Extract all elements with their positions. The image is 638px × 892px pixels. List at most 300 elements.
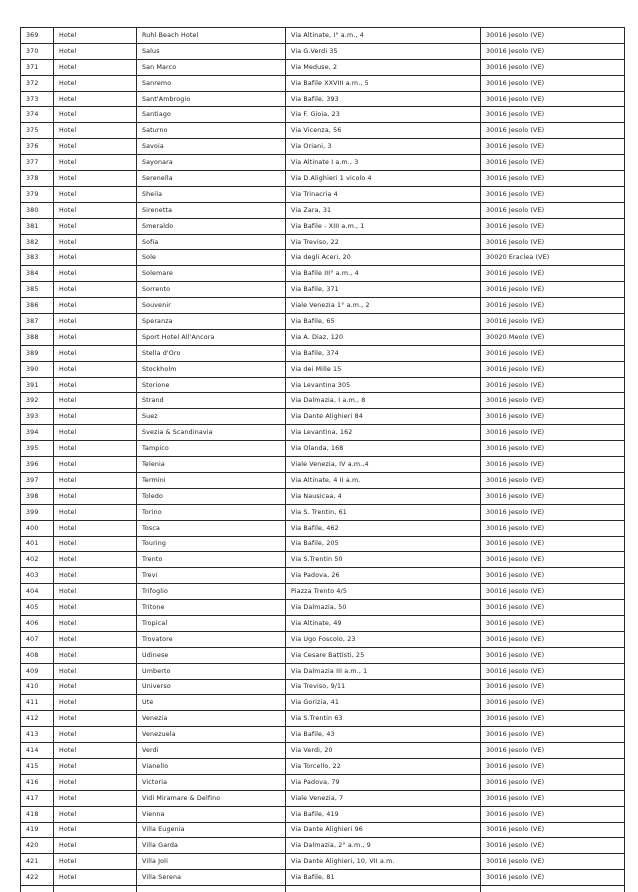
table-row bbox=[21, 314, 625, 330]
address-cell: Via Bafile XXVIII a.m., 5 bbox=[286, 75, 481, 91]
hotel-name-cell: Storione bbox=[137, 377, 286, 393]
hotel-name-cell: Trifoglio bbox=[137, 584, 286, 600]
category-cell: Hotel bbox=[54, 186, 137, 202]
empty-cell bbox=[137, 886, 286, 892]
city-cell: 30016 Jesolo (VE) bbox=[481, 139, 625, 155]
row-number-cell: 401 bbox=[21, 536, 54, 552]
row-number-cell: 416 bbox=[21, 774, 54, 790]
city-cell: 30016 Jesolo (VE) bbox=[481, 536, 625, 552]
city-cell: 30016 Jesolo (VE) bbox=[481, 520, 625, 536]
city-cell: 30016 Jesolo (VE) bbox=[481, 107, 625, 123]
hotel-name-cell: Villa Garda bbox=[137, 838, 286, 854]
row-number-cell: 378 bbox=[21, 171, 54, 187]
category-cell: Hotel bbox=[54, 91, 137, 107]
table-row bbox=[21, 504, 625, 520]
hotel-name-cell: Sanremo bbox=[137, 75, 286, 91]
category-cell: Hotel bbox=[54, 266, 137, 282]
category-cell: Hotel bbox=[54, 409, 137, 425]
hotel-name-cell: Sofia bbox=[137, 234, 286, 250]
hotel-name-cell: Venezia bbox=[137, 711, 286, 727]
category-cell: Hotel bbox=[54, 139, 137, 155]
city-cell: 30016 Jesolo (VE) bbox=[481, 218, 625, 234]
address-cell: Via Dalmazia, I a.m., 8 bbox=[286, 393, 481, 409]
category-cell: Hotel bbox=[54, 615, 137, 631]
table-row bbox=[21, 298, 625, 314]
hotel-name-cell: Svezia & Scandinavia bbox=[137, 425, 286, 441]
city-cell: 30016 Jesolo (VE) bbox=[481, 409, 625, 425]
address-cell: Via Olanda, 168 bbox=[286, 441, 481, 457]
row-number-cell: 413 bbox=[21, 727, 54, 743]
table-row bbox=[21, 584, 625, 600]
table-row-partial bbox=[21, 886, 625, 892]
hotel-name-cell: Villa Joli bbox=[137, 854, 286, 870]
table-row bbox=[21, 822, 625, 838]
row-number-cell: 379 bbox=[21, 186, 54, 202]
city-cell: 30016 Jesolo (VE) bbox=[481, 552, 625, 568]
row-number-cell: 400 bbox=[21, 520, 54, 536]
table-row bbox=[21, 695, 625, 711]
city-cell: 30016 Jesolo (VE) bbox=[481, 393, 625, 409]
address-cell: Via Padova, 79 bbox=[286, 774, 481, 790]
city-cell: 30016 Jesolo (VE) bbox=[481, 711, 625, 727]
address-cell: Viale Venezia 1° a.m., 2 bbox=[286, 298, 481, 314]
address-cell: Via S.Trentin 63 bbox=[286, 711, 481, 727]
row-number-cell: 374 bbox=[21, 107, 54, 123]
city-cell: 30016 Jesolo (VE) bbox=[481, 186, 625, 202]
hotel-name-cell: Speranza bbox=[137, 314, 286, 330]
hotel-name-cell: Torino bbox=[137, 504, 286, 520]
table-row bbox=[21, 234, 625, 250]
row-number-cell: 395 bbox=[21, 441, 54, 457]
table-row bbox=[21, 600, 625, 616]
table-row bbox=[21, 75, 625, 91]
city-cell: 30016 Jesolo (VE) bbox=[481, 361, 625, 377]
category-cell: Hotel bbox=[54, 107, 137, 123]
table-row bbox=[21, 361, 625, 377]
table-row bbox=[21, 393, 625, 409]
category-cell: Hotel bbox=[54, 695, 137, 711]
category-cell: Hotel bbox=[54, 361, 137, 377]
table-row bbox=[21, 631, 625, 647]
table-row bbox=[21, 123, 625, 139]
hotel-listing-table bbox=[20, 27, 625, 892]
city-cell: 30016 Jesolo (VE) bbox=[481, 425, 625, 441]
hotel-name-cell: Termini bbox=[137, 472, 286, 488]
table-row bbox=[21, 282, 625, 298]
city-cell: 30016 Jesolo (VE) bbox=[481, 457, 625, 473]
table-row bbox=[21, 838, 625, 854]
row-number-cell: 406 bbox=[21, 615, 54, 631]
table-row bbox=[21, 155, 625, 171]
category-cell: Hotel bbox=[54, 393, 137, 409]
hotel-name-cell: Sirenetta bbox=[137, 202, 286, 218]
row-number-cell: 418 bbox=[21, 806, 54, 822]
row-number-cell: 369 bbox=[21, 28, 54, 44]
address-cell: Via Treviso, 22 bbox=[286, 234, 481, 250]
row-number-cell: 403 bbox=[21, 568, 54, 584]
category-cell: Hotel bbox=[54, 75, 137, 91]
row-number-cell: 388 bbox=[21, 329, 54, 345]
address-cell: Via Gorizia, 41 bbox=[286, 695, 481, 711]
table-row bbox=[21, 59, 625, 75]
hotel-name-cell: Villa Eugenia bbox=[137, 822, 286, 838]
address-cell: Viale Venezia, 7 bbox=[286, 790, 481, 806]
row-number-cell: 385 bbox=[21, 282, 54, 298]
city-cell: 30016 Jesolo (VE) bbox=[481, 743, 625, 759]
category-cell: Hotel bbox=[54, 155, 137, 171]
address-cell: Via dei Mille 15 bbox=[286, 361, 481, 377]
row-number-cell: 410 bbox=[21, 679, 54, 695]
category-cell: Hotel bbox=[54, 870, 137, 886]
address-cell: Via Vicenza, 56 bbox=[286, 123, 481, 139]
hotel-name-cell: Vienna bbox=[137, 806, 286, 822]
table-row bbox=[21, 377, 625, 393]
table-row bbox=[21, 472, 625, 488]
city-cell: 30016 Jesolo (VE) bbox=[481, 774, 625, 790]
row-number-cell: 409 bbox=[21, 663, 54, 679]
category-cell: Hotel bbox=[54, 647, 137, 663]
hotel-name-cell: Sheila bbox=[137, 186, 286, 202]
row-number-cell: 414 bbox=[21, 743, 54, 759]
city-cell: 30016 Jesolo (VE) bbox=[481, 298, 625, 314]
category-cell: Hotel bbox=[54, 298, 137, 314]
hotel-name-cell: Saturno bbox=[137, 123, 286, 139]
table-row bbox=[21, 457, 625, 473]
table-row bbox=[21, 520, 625, 536]
city-cell: 30016 Jesolo (VE) bbox=[481, 631, 625, 647]
city-cell: 30016 Jesolo (VE) bbox=[481, 584, 625, 600]
hotel-name-cell: Vidi Miramare & Delfino bbox=[137, 790, 286, 806]
table-row bbox=[21, 758, 625, 774]
table-row bbox=[21, 679, 625, 695]
category-cell: Hotel bbox=[54, 28, 137, 44]
row-number-cell: 420 bbox=[21, 838, 54, 854]
hotel-name-cell: Serenella bbox=[137, 171, 286, 187]
row-number-cell: 407 bbox=[21, 631, 54, 647]
row-number-cell: 397 bbox=[21, 472, 54, 488]
row-number-cell: 421 bbox=[21, 854, 54, 870]
table-row bbox=[21, 425, 625, 441]
category-cell: Hotel bbox=[54, 504, 137, 520]
row-number-cell: 391 bbox=[21, 377, 54, 393]
address-cell: Via Bafile, 393 bbox=[286, 91, 481, 107]
hotel-name-cell: Trento bbox=[137, 552, 286, 568]
table-row bbox=[21, 91, 625, 107]
table-body bbox=[21, 28, 625, 892]
hotel-name-cell: Souvenir bbox=[137, 298, 286, 314]
city-cell: 30016 Jesolo (VE) bbox=[481, 600, 625, 616]
city-cell: 30016 Jesolo (VE) bbox=[481, 615, 625, 631]
row-number-cell: 383 bbox=[21, 250, 54, 266]
table-row bbox=[21, 171, 625, 187]
category-cell: Hotel bbox=[54, 282, 137, 298]
row-number-cell: 419 bbox=[21, 822, 54, 838]
category-cell: Hotel bbox=[54, 202, 137, 218]
city-cell: 30020 Eraclea (VE) bbox=[481, 250, 625, 266]
row-number-cell: 390 bbox=[21, 361, 54, 377]
category-cell: Hotel bbox=[54, 520, 137, 536]
address-cell: Via Dalmazia, 50 bbox=[286, 600, 481, 616]
hotel-name-cell: Trevi bbox=[137, 568, 286, 584]
city-cell: 30016 Jesolo (VE) bbox=[481, 234, 625, 250]
row-number-cell: 382 bbox=[21, 234, 54, 250]
table-row bbox=[21, 568, 625, 584]
category-cell: Hotel bbox=[54, 377, 137, 393]
table-row bbox=[21, 711, 625, 727]
row-number-cell: 408 bbox=[21, 647, 54, 663]
category-cell: Hotel bbox=[54, 600, 137, 616]
city-cell: 30016 Jesolo (VE) bbox=[481, 345, 625, 361]
hotel-name-cell: Umberto bbox=[137, 663, 286, 679]
city-cell: 30020 Meolo (VE) bbox=[481, 329, 625, 345]
city-cell: 30016 Jesolo (VE) bbox=[481, 266, 625, 282]
hotel-name-cell: Universo bbox=[137, 679, 286, 695]
address-cell: Via Altinate, I° a.m., 4 bbox=[286, 28, 481, 44]
hotel-name-cell: Toledo bbox=[137, 488, 286, 504]
table-row bbox=[21, 409, 625, 425]
city-cell: 30016 Jesolo (VE) bbox=[481, 758, 625, 774]
address-cell: Via Altinate I a.m., 3 bbox=[286, 155, 481, 171]
address-cell: Via F. Gioia, 23 bbox=[286, 107, 481, 123]
row-number-cell: 372 bbox=[21, 75, 54, 91]
city-cell: 30016 Jesolo (VE) bbox=[481, 838, 625, 854]
table-row bbox=[21, 615, 625, 631]
hotel-name-cell: Trovatore bbox=[137, 631, 286, 647]
row-number-cell: 387 bbox=[21, 314, 54, 330]
row-number-cell: 371 bbox=[21, 59, 54, 75]
hotel-name-cell: Santiago bbox=[137, 107, 286, 123]
address-cell: Via Altinate, 4 II a.m. bbox=[286, 472, 481, 488]
category-cell: Hotel bbox=[54, 250, 137, 266]
address-cell: Via Nausicaa, 4 bbox=[286, 488, 481, 504]
city-cell: 30016 Jesolo (VE) bbox=[481, 679, 625, 695]
address-cell: Via D.Alighieri 1 vicolo 4 bbox=[286, 171, 481, 187]
city-cell: 30016 Jesolo (VE) bbox=[481, 727, 625, 743]
city-cell: 30016 Jesolo (VE) bbox=[481, 155, 625, 171]
table-row bbox=[21, 218, 625, 234]
category-cell: Hotel bbox=[54, 457, 137, 473]
table-row bbox=[21, 536, 625, 552]
city-cell: 30016 Jesolo (VE) bbox=[481, 91, 625, 107]
category-cell: Hotel bbox=[54, 838, 137, 854]
category-cell: Hotel bbox=[54, 552, 137, 568]
city-cell: 30016 Jesolo (VE) bbox=[481, 377, 625, 393]
category-cell: Hotel bbox=[54, 441, 137, 457]
address-cell: Via Dalmazia, 2° a.m., 9 bbox=[286, 838, 481, 854]
row-number-cell: 392 bbox=[21, 393, 54, 409]
category-cell: Hotel bbox=[54, 854, 137, 870]
hotel-name-cell: Vianello bbox=[137, 758, 286, 774]
address-cell: Via Bafile, 65 bbox=[286, 314, 481, 330]
table-row bbox=[21, 806, 625, 822]
row-number-cell: 386 bbox=[21, 298, 54, 314]
row-number-cell: 389 bbox=[21, 345, 54, 361]
hotel-name-cell: Ute bbox=[137, 695, 286, 711]
table-row bbox=[21, 28, 625, 44]
row-number-cell: 415 bbox=[21, 758, 54, 774]
category-cell: Hotel bbox=[54, 663, 137, 679]
row-number-cell: 396 bbox=[21, 457, 54, 473]
category-cell: Hotel bbox=[54, 425, 137, 441]
category-cell: Hotel bbox=[54, 536, 137, 552]
address-cell: Via A. Diaz, 120 bbox=[286, 329, 481, 345]
row-number-cell: 399 bbox=[21, 504, 54, 520]
table-row bbox=[21, 743, 625, 759]
row-number-cell: 376 bbox=[21, 139, 54, 155]
city-cell: 30016 Jesolo (VE) bbox=[481, 314, 625, 330]
hotel-name-cell: Sole bbox=[137, 250, 286, 266]
hotel-name-cell: Verdi bbox=[137, 743, 286, 759]
table-row bbox=[21, 870, 625, 886]
city-cell: 30016 Jesolo (VE) bbox=[481, 59, 625, 75]
hotel-name-cell: Suez bbox=[137, 409, 286, 425]
category-cell: Hotel bbox=[54, 345, 137, 361]
hotel-name-cell: Telenia bbox=[137, 457, 286, 473]
category-cell: Hotel bbox=[54, 711, 137, 727]
row-number-cell: 422 bbox=[21, 870, 54, 886]
city-cell: 30016 Jesolo (VE) bbox=[481, 202, 625, 218]
table-row bbox=[21, 250, 625, 266]
address-cell: Via Bafile - XIII a.m., 1 bbox=[286, 218, 481, 234]
city-cell: 30016 Jesolo (VE) bbox=[481, 472, 625, 488]
address-cell: Via Cesare Battisti, 25 bbox=[286, 647, 481, 663]
city-cell: 30016 Jesolo (VE) bbox=[481, 822, 625, 838]
hotel-name-cell: San Marco bbox=[137, 59, 286, 75]
category-cell: Hotel bbox=[54, 774, 137, 790]
hotel-name-cell: Villa Serena bbox=[137, 870, 286, 886]
category-cell: Hotel bbox=[54, 743, 137, 759]
table-row bbox=[21, 329, 625, 345]
address-cell: Via degli Aceri, 20 bbox=[286, 250, 481, 266]
address-cell: Via Padova, 26 bbox=[286, 568, 481, 584]
category-cell: Hotel bbox=[54, 329, 137, 345]
category-cell: Hotel bbox=[54, 123, 137, 139]
address-cell: Via Dante Alighieri 96 bbox=[286, 822, 481, 838]
row-number-cell: 377 bbox=[21, 155, 54, 171]
address-cell: Via Bafile, 43 bbox=[286, 727, 481, 743]
hotel-name-cell: Victoria bbox=[137, 774, 286, 790]
category-cell: Hotel bbox=[54, 758, 137, 774]
category-cell: Hotel bbox=[54, 59, 137, 75]
empty-cell bbox=[54, 886, 137, 892]
table-row bbox=[21, 139, 625, 155]
hotel-name-cell: Sorrento bbox=[137, 282, 286, 298]
category-cell: Hotel bbox=[54, 631, 137, 647]
city-cell: 30016 Jesolo (VE) bbox=[481, 123, 625, 139]
category-cell: Hotel bbox=[54, 806, 137, 822]
address-cell: Via Bafile, 374 bbox=[286, 345, 481, 361]
city-cell: 30016 Jesolo (VE) bbox=[481, 854, 625, 870]
address-cell: Via Levantina, 162 bbox=[286, 425, 481, 441]
table-row bbox=[21, 774, 625, 790]
address-cell: Via Trinacria 4 bbox=[286, 186, 481, 202]
address-cell: Via Zara, 31 bbox=[286, 202, 481, 218]
hotel-name-cell: Venezuela bbox=[137, 727, 286, 743]
hotel-name-cell: Sant'Ambrogio bbox=[137, 91, 286, 107]
hotel-name-cell: Solemare bbox=[137, 266, 286, 282]
address-cell: Via Dalmazia III a.m., 1 bbox=[286, 663, 481, 679]
table-row bbox=[21, 552, 625, 568]
hotel-name-cell: Sport Hotel All'Ancora bbox=[137, 329, 286, 345]
city-cell: 30016 Jesolo (VE) bbox=[481, 28, 625, 44]
category-cell: Hotel bbox=[54, 314, 137, 330]
city-cell: 30016 Jesolo (VE) bbox=[481, 647, 625, 663]
hotel-name-cell: Stella d'Oro bbox=[137, 345, 286, 361]
hotel-name-cell: Ruhl Beach Hotel bbox=[137, 28, 286, 44]
address-cell: Via Meduse, 2 bbox=[286, 59, 481, 75]
address-cell: Via Oriani, 3 bbox=[286, 139, 481, 155]
category-cell: Hotel bbox=[54, 472, 137, 488]
hotel-name-cell: Udinese bbox=[137, 647, 286, 663]
address-cell: Via Bafile, 419 bbox=[286, 806, 481, 822]
city-cell: 30016 Jesolo (VE) bbox=[481, 790, 625, 806]
address-cell: Via Torcello, 22 bbox=[286, 758, 481, 774]
city-cell: 30016 Jesolo (VE) bbox=[481, 568, 625, 584]
address-cell: Via Dante Alighieri 84 bbox=[286, 409, 481, 425]
city-cell: 30016 Jesolo (VE) bbox=[481, 504, 625, 520]
address-cell: Via Bafile, 371 bbox=[286, 282, 481, 298]
category-cell: Hotel bbox=[54, 727, 137, 743]
city-cell: 30016 Jesolo (VE) bbox=[481, 806, 625, 822]
row-number-cell: 402 bbox=[21, 552, 54, 568]
hotel-name-cell: Touring bbox=[137, 536, 286, 552]
table-row bbox=[21, 345, 625, 361]
address-cell: Via S.Trentin 50 bbox=[286, 552, 481, 568]
table-row bbox=[21, 488, 625, 504]
address-cell: Via Bafile, 205 bbox=[286, 536, 481, 552]
row-number-cell: 404 bbox=[21, 584, 54, 600]
city-cell: 30016 Jesolo (VE) bbox=[481, 663, 625, 679]
row-number-cell: 417 bbox=[21, 790, 54, 806]
city-cell: 30016 Jesolo (VE) bbox=[481, 488, 625, 504]
address-cell: Via Bafile, 81 bbox=[286, 870, 481, 886]
address-cell: Via Verdi, 20 bbox=[286, 743, 481, 759]
city-cell: 30016 Jesolo (VE) bbox=[481, 43, 625, 59]
empty-cell bbox=[21, 886, 54, 892]
row-number-cell: 411 bbox=[21, 695, 54, 711]
address-cell: Via Altinate, 49 bbox=[286, 615, 481, 631]
table-row bbox=[21, 202, 625, 218]
category-cell: Hotel bbox=[54, 171, 137, 187]
city-cell: 30016 Jesolo (VE) bbox=[481, 282, 625, 298]
table-row bbox=[21, 266, 625, 282]
address-cell: Via Bafile, 462 bbox=[286, 520, 481, 536]
address-cell: Via S. Trentin, 61 bbox=[286, 504, 481, 520]
address-cell: Via Ugo Foscolo, 23 bbox=[286, 631, 481, 647]
category-cell: Hotel bbox=[54, 679, 137, 695]
category-cell: Hotel bbox=[54, 43, 137, 59]
address-cell: Via Levantina 305 bbox=[286, 377, 481, 393]
table-row bbox=[21, 647, 625, 663]
address-cell: Viale Venezia, IV a.m.,4 bbox=[286, 457, 481, 473]
row-number-cell: 380 bbox=[21, 202, 54, 218]
table-row bbox=[21, 186, 625, 202]
city-cell: 30016 Jesolo (VE) bbox=[481, 171, 625, 187]
row-number-cell: 412 bbox=[21, 711, 54, 727]
empty-cell bbox=[286, 886, 481, 892]
address-cell: Piazza Trento 4/5 bbox=[286, 584, 481, 600]
hotel-name-cell: Tritone bbox=[137, 600, 286, 616]
table-row bbox=[21, 441, 625, 457]
city-cell: 30016 Jesolo (VE) bbox=[481, 75, 625, 91]
category-cell: Hotel bbox=[54, 822, 137, 838]
hotel-name-cell: Stockholm bbox=[137, 361, 286, 377]
table-row bbox=[21, 663, 625, 679]
address-cell: Via Dante Alighieri, 10, VII a.m. bbox=[286, 854, 481, 870]
empty-cell bbox=[481, 886, 625, 892]
address-cell: Via G.Verdi 35 bbox=[286, 43, 481, 59]
table-row bbox=[21, 854, 625, 870]
